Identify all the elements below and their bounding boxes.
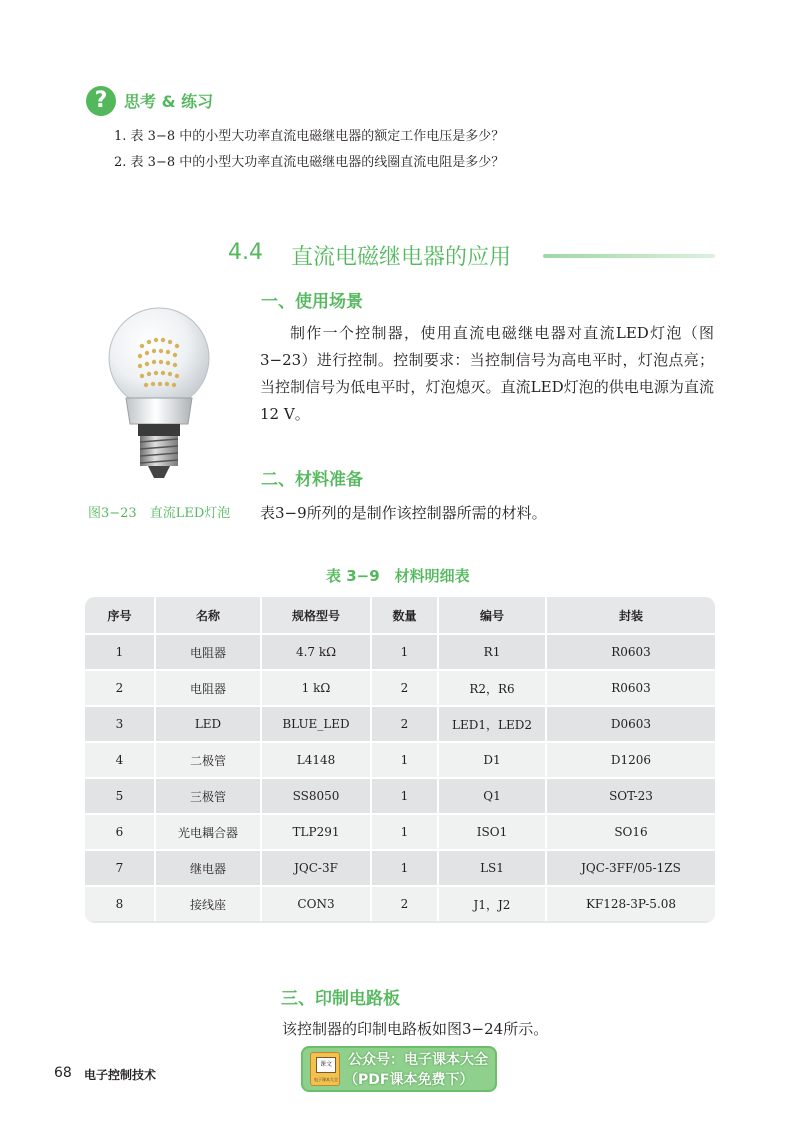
cell-index: 3 xyxy=(85,706,155,742)
cell-package: D0603 xyxy=(546,706,715,742)
page-number: 68 xyxy=(54,1065,72,1081)
cell-package: D1206 xyxy=(546,742,715,778)
cell-name: 三极管 xyxy=(155,778,261,814)
question-icon: ? xyxy=(86,86,116,116)
table-row xyxy=(85,814,715,850)
cell-designator: R1 xyxy=(438,634,546,670)
section-title: 直流电磁继电器的应用 xyxy=(291,245,512,270)
section-number: 4.4 xyxy=(228,240,263,265)
table-row xyxy=(85,634,715,670)
cell-index: 1 xyxy=(85,634,155,670)
header-index: 序号 xyxy=(85,597,155,634)
book-title: 电子控制技术 xyxy=(84,1068,157,1082)
materials-table-container xyxy=(85,597,715,923)
cell-designator: ISO1 xyxy=(438,814,546,850)
materials-paragraph: 表3−9所列的是制作该控制器所需的材料。 xyxy=(260,504,547,522)
cell-index: 6 xyxy=(85,814,155,850)
cell-designator: Q1 xyxy=(438,778,546,814)
usage-scenario-paragraph: 制作一个控制器，使用直流电磁继电器对直流LED灯泡（图3−23）进行控制。控制要求：当控制信号为高电平时，灯泡点亮；当控制信号为低电平时，灯泡熄灭。直流LED灯泡的供电电源为直流12 V。 xyxy=(260,324,714,423)
cell-package: SOT-23 xyxy=(546,778,715,814)
cell-designator: D1 xyxy=(438,742,546,778)
exercise-item-1: 1. 表 3−8 中的小型大功率直流电磁继电器的额定工作电压是多少？ xyxy=(114,129,505,144)
book-icon-caption: 电子课本大全 xyxy=(314,1077,338,1082)
cell-designator: LS1 xyxy=(438,850,546,886)
figure-caption: 图3−23 直流LED灯泡 xyxy=(88,506,231,521)
subheading-usage-scenario: 一、使用场景 xyxy=(261,292,363,312)
cell-name: LED xyxy=(155,706,261,742)
cell-quantity: 1 xyxy=(371,814,438,850)
cell-spec: 4.7 kΩ xyxy=(261,634,371,670)
table-header-row xyxy=(85,597,715,634)
book-icon xyxy=(310,1052,340,1086)
cell-name: 电阻器 xyxy=(155,670,261,706)
cell-designator: LED1，LED2 xyxy=(438,706,546,742)
cell-index: 5 xyxy=(85,778,155,814)
cell-name: 接线座 xyxy=(155,886,261,921)
badge-line-1: 公众号：电子课本大全 xyxy=(348,1052,488,1068)
cell-spec: TLP291 xyxy=(261,814,371,850)
cell-quantity: 1 xyxy=(371,778,438,814)
cell-quantity: 1 xyxy=(371,850,438,886)
cell-designator: J1，J2 xyxy=(438,886,546,921)
cell-designator: R2，R6 xyxy=(438,670,546,706)
cell-spec: JQC-3F xyxy=(261,850,371,886)
cell-name: 电阻器 xyxy=(155,634,261,670)
header-name: 名称 xyxy=(155,597,261,634)
table-row xyxy=(85,670,715,706)
table-title: 表 3−9 材料明细表 xyxy=(326,567,470,585)
table-row xyxy=(85,742,715,778)
cell-quantity: 1 xyxy=(371,634,438,670)
cell-index: 2 xyxy=(85,670,155,706)
exercise-item-2: 2. 表 3−8 中的小型大功率直流电磁继电器的线圈直流电阻是多少？ xyxy=(114,155,505,170)
book-icon-label: 课文 xyxy=(316,1057,336,1073)
cell-spec: BLUE_LED xyxy=(261,706,371,742)
cell-spec: CON3 xyxy=(261,886,371,921)
cell-package: SO16 xyxy=(546,814,715,850)
header-spec: 规格型号 xyxy=(261,597,371,634)
cell-spec: SS8050 xyxy=(261,778,371,814)
header-package: 封装 xyxy=(546,597,715,634)
subheading-materials: 二、材料准备 xyxy=(261,470,363,490)
table-row xyxy=(85,706,715,742)
cell-quantity: 1 xyxy=(371,742,438,778)
cell-index: 7 xyxy=(85,850,155,886)
think-practice-title: 思考 & 练习 xyxy=(124,92,214,111)
table-row xyxy=(85,778,715,814)
cell-package: R0603 xyxy=(546,670,715,706)
cell-package: KF128-3P-5.08 xyxy=(546,886,715,921)
cell-spec: 1 kΩ xyxy=(261,670,371,706)
led-bulb-image xyxy=(104,306,214,486)
subheading-pcb: 三、印制电路板 xyxy=(281,989,400,1009)
cell-name: 光电耦合器 xyxy=(155,814,261,850)
header-designator: 编号 xyxy=(438,597,546,634)
cell-quantity: 2 xyxy=(371,706,438,742)
cell-quantity: 2 xyxy=(371,886,438,921)
cell-quantity: 2 xyxy=(371,670,438,706)
section-title-rule xyxy=(543,254,715,258)
pcb-paragraph: 该控制器的印制电路板如图3−24所示。 xyxy=(282,1020,549,1038)
table-row xyxy=(85,850,715,886)
cell-package: JQC-3FF/05-1ZS xyxy=(546,850,715,886)
cell-package: R0603 xyxy=(546,634,715,670)
cell-name: 继电器 xyxy=(155,850,261,886)
cell-name: 二极管 xyxy=(155,742,261,778)
header-quantity: 数量 xyxy=(371,597,438,634)
materials-table xyxy=(85,597,715,921)
cell-index: 4 xyxy=(85,742,155,778)
table-row xyxy=(85,886,715,921)
cell-index: 8 xyxy=(85,886,155,921)
cell-spec: L4148 xyxy=(261,742,371,778)
badge-line-2: （PDF课本免费下） xyxy=(344,1072,474,1088)
